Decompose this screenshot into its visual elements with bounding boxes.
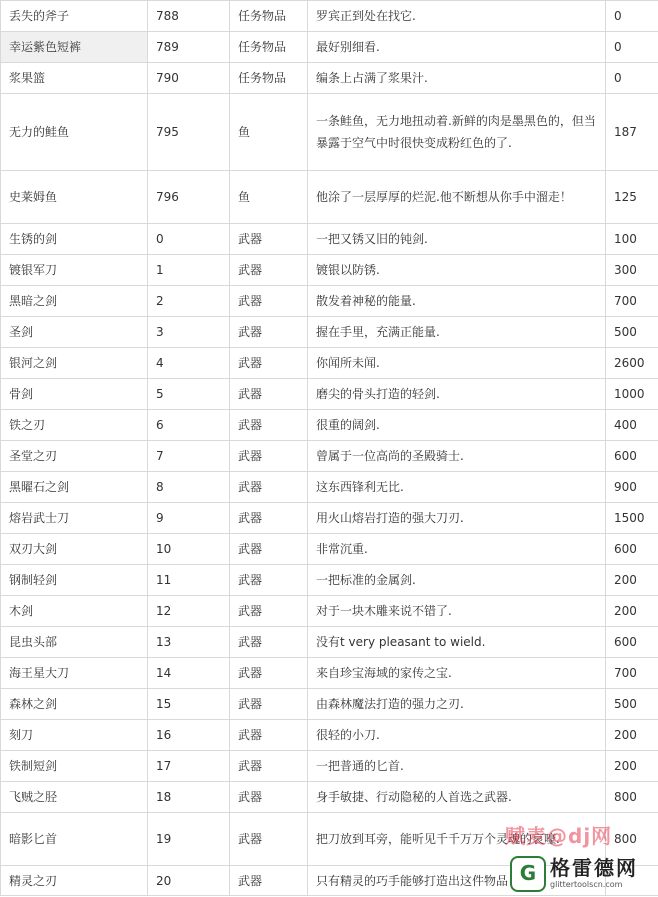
table-row [1,658,658,689]
item-price-cell: 200 [606,565,658,596]
item-desc-cell: 一条鲑鱼，无力地扭动着.新鲜的肉是墨黑色的，但当暴露于空气中时很快变成粉红色的了. [308,94,606,171]
item-name-cell: 骨剑 [1,379,148,410]
table-row [1,720,658,751]
item-price-cell: 125 [606,171,658,224]
item-price-cell: 200 [606,751,658,782]
item-id-cell: 789 [148,32,230,63]
table-row [1,1,658,32]
item-type-cell: 武器 [230,503,308,534]
item-id-cell: 4 [148,348,230,379]
table-row [1,317,658,348]
item-name-cell: 圣剑 [1,317,148,348]
item-desc-cell: 只有精灵的巧手能够打造出这件物品 [308,866,606,896]
item-desc-cell: 身手敏捷、行动隐秘的人首选之武器. [308,782,606,813]
item-name-cell: 双刃大剑 [1,534,148,565]
item-desc-cell: 很轻的小刀. [308,720,606,751]
table-row [1,171,658,224]
item-name-cell: 海王星大刀 [1,658,148,689]
item-type-cell: 武器 [230,866,308,896]
item-price-cell: 700 [606,286,658,317]
item-desc-cell: 没有t very pleasant to wield. [308,627,606,658]
item-price-cell: 0 [606,1,658,32]
item-type-cell: 武器 [230,720,308,751]
item-desc-cell: 编条上占满了浆果汁. [308,63,606,94]
item-id-cell: 12 [148,596,230,627]
item-name-cell: 幸运紫色短裤 [1,32,148,63]
item-price-cell: 0 [606,63,658,94]
item-name-cell: 黑曜石之剑 [1,472,148,503]
brand-name: 格雷德网 [550,856,638,880]
item-id-cell: 795 [148,94,230,171]
item-price-cell: 800 [606,813,658,866]
item-price-cell: 187 [606,94,658,171]
item-id-cell: 0 [148,224,230,255]
item-type-cell: 武器 [230,596,308,627]
item-desc-cell: 曾属于一位高尚的圣殿骑士. [308,441,606,472]
item-desc-cell: 握在手里，充满正能量. [308,317,606,348]
brand-url: glittertoolscn.com [550,880,623,889]
table-row [1,410,658,441]
item-desc-cell: 一把又锈又旧的钝剑. [308,224,606,255]
item-id-cell: 790 [148,63,230,94]
table-row [1,32,658,63]
item-price-cell: 200 [606,596,658,627]
table-row [1,565,658,596]
item-price-cell: 500 [606,689,658,720]
item-type-cell: 武器 [230,379,308,410]
table-row [1,224,658,255]
item-desc-cell: 他涂了一层厚厚的烂泥.他不断想从你手中溜走！ [308,171,606,224]
item-type-cell: 武器 [230,441,308,472]
item-price-cell: 200 [606,720,658,751]
item-name-cell: 浆果篮 [1,63,148,94]
item-name-cell: 刻刀 [1,720,148,751]
item-name-cell: 钢制轻剑 [1,565,148,596]
item-id-cell: 14 [148,658,230,689]
item-id-cell: 788 [148,1,230,32]
item-desc-cell: 最好别细看. [308,32,606,63]
item-id-cell: 9 [148,503,230,534]
item-desc-cell: 用火山熔岩打造的强大刀刃. [308,503,606,534]
item-type-cell: 武器 [230,689,308,720]
item-id-cell: 3 [148,317,230,348]
item-name-cell: 圣堂之刃 [1,441,148,472]
item-price-cell: 2600 [606,348,658,379]
item-price-cell: 700 [606,658,658,689]
item-id-cell: 16 [148,720,230,751]
item-price-cell: 600 [606,627,658,658]
item-desc-cell: 对于一块木雕来说不错了. [308,596,606,627]
item-price-cell: 400 [606,410,658,441]
item-type-cell: 任务物品 [230,32,308,63]
item-type-cell: 武器 [230,472,308,503]
item-name-cell: 精灵之刃 [1,866,148,896]
item-type-cell: 鱼 [230,94,308,171]
item-price-cell: 0 [606,32,658,63]
item-type-cell: 鱼 [230,171,308,224]
item-id-cell: 13 [148,627,230,658]
table-row [1,63,658,94]
item-type-cell: 武器 [230,565,308,596]
item-id-cell: 11 [148,565,230,596]
item-price-cell: 300 [606,255,658,286]
table-row [1,596,658,627]
item-id-cell: 10 [148,534,230,565]
item-id-cell: 796 [148,171,230,224]
item-desc-cell: 这东西锋利无比. [308,472,606,503]
item-name-cell: 无力的鲑鱼 [1,94,148,171]
item-desc-cell: 来自珍宝海域的家传之宝. [308,658,606,689]
item-type-cell: 武器 [230,317,308,348]
item-price-cell: 600 [606,441,658,472]
item-type-cell: 武器 [230,751,308,782]
item-name-cell: 木剑 [1,596,148,627]
watermark-logo [510,852,658,897]
item-desc-cell: 把刀放到耳旁，能听见千千万万个灵魂的哀嚎. [308,813,606,866]
item-type-cell: 武器 [230,348,308,379]
table-row [1,503,658,534]
item-price-cell: 1000 [606,379,658,410]
item-price-cell: 600 [606,534,658,565]
item-desc-cell: 非常沉重. [308,534,606,565]
item-price-cell: 900 [606,472,658,503]
table-row [1,534,658,565]
item-name-cell: 熔岩武士刀 [1,503,148,534]
table-row [1,94,658,171]
item-id-cell: 8 [148,472,230,503]
item-name-cell: 铁制短剑 [1,751,148,782]
item-name-cell: 生锈的剑 [1,224,148,255]
item-id-cell: 2 [148,286,230,317]
item-id-cell: 7 [148,441,230,472]
item-price-cell: 500 [606,317,658,348]
item-price-cell: 100 [606,224,658,255]
table-row [1,689,658,720]
item-type-cell: 任务物品 [230,63,308,94]
item-desc-cell: 罗宾正到处在找它. [308,1,606,32]
item-name-cell: 暗影匕首 [1,813,148,866]
item-type-cell: 武器 [230,627,308,658]
item-id-cell: 19 [148,813,230,866]
table-row [1,472,658,503]
item-type-cell: 武器 [230,813,308,866]
item-name-cell: 镀银军刀 [1,255,148,286]
table-row [1,286,658,317]
item-type-cell: 武器 [230,410,308,441]
item-type-cell: 武器 [230,782,308,813]
item-table-body [1,1,658,896]
table-row [1,782,658,813]
table-row [1,441,658,472]
item-desc-cell: 一把标准的金属剑. [308,565,606,596]
watermark-top: 赋麦@dj网 [505,824,613,848]
item-id-cell: 17 [148,751,230,782]
item-type-cell: 武器 [230,255,308,286]
table-row [1,255,658,286]
item-name-cell: 丢失的斧子 [1,1,148,32]
item-desc-cell: 很重的阔剑. [308,410,606,441]
table-row [1,627,658,658]
item-type-cell: 任务物品 [230,1,308,32]
item-id-cell: 5 [148,379,230,410]
table-row [1,348,658,379]
item-desc-cell: 你闻所未闻. [308,348,606,379]
item-price-cell: 800 [606,782,658,813]
table-row [1,379,658,410]
brand-logo-icon: G [510,856,546,892]
item-name-cell: 昆虫头部 [1,627,148,658]
item-price-cell: 1500 [606,503,658,534]
table-row [1,751,658,782]
item-id-cell: 6 [148,410,230,441]
item-name-cell: 飞贼之胫 [1,782,148,813]
item-desc-cell: 散发着神秘的能量. [308,286,606,317]
item-id-cell: 15 [148,689,230,720]
item-name-cell: 史莱姆鱼 [1,171,148,224]
item-name-cell: 铁之刃 [1,410,148,441]
item-type-cell: 武器 [230,658,308,689]
item-type-cell: 武器 [230,224,308,255]
item-desc-cell: 磨尖的骨头打造的轻剑. [308,379,606,410]
item-type-cell: 武器 [230,286,308,317]
item-id-cell: 18 [148,782,230,813]
item-desc-cell: 由森林魔法打造的强力之刃. [308,689,606,720]
item-name-cell: 森林之剑 [1,689,148,720]
item-id-cell: 1 [148,255,230,286]
item-desc-cell: 一把普通的匕首. [308,751,606,782]
item-name-cell: 黑暗之剑 [1,286,148,317]
item-desc-cell: 镀银以防锈. [308,255,606,286]
item-name-cell: 银河之剑 [1,348,148,379]
item-id-cell: 20 [148,866,230,896]
item-type-cell: 武器 [230,534,308,565]
